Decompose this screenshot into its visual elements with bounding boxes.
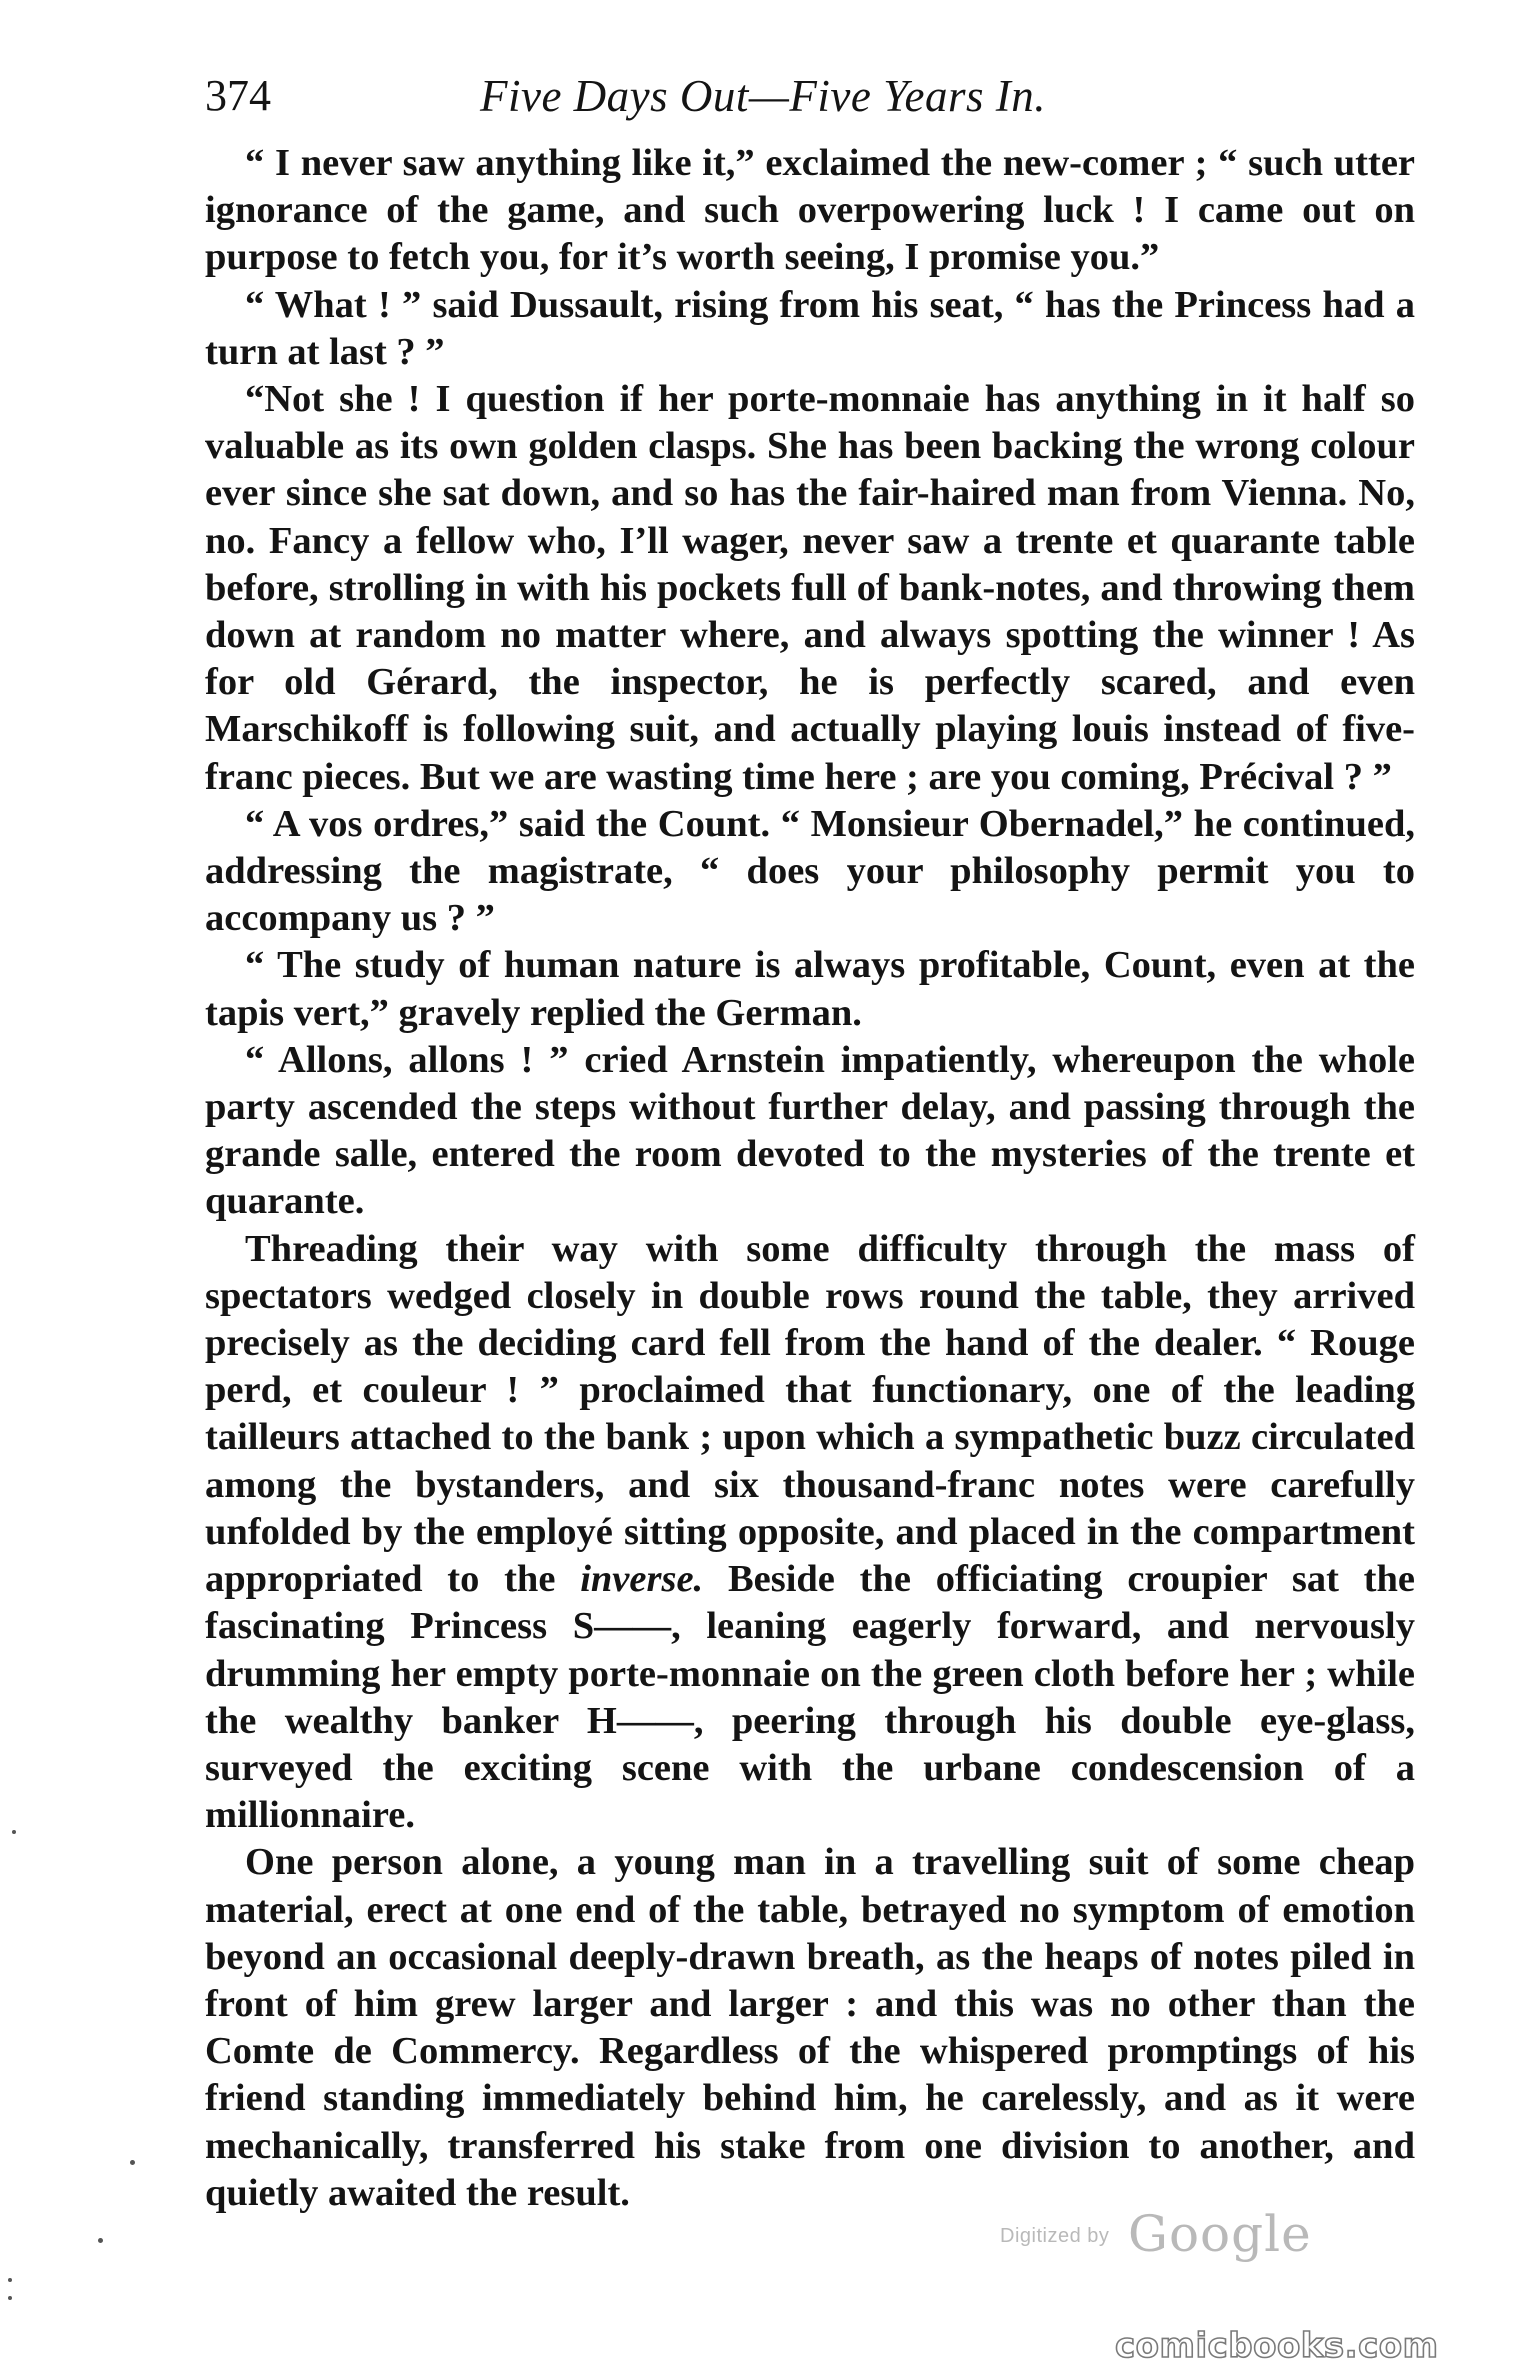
paragraph-4: “ A vos ordres,” said the Count. “ Monsieur Obernadel,” he continued, addressing the magistrate, “ does your philosophy permit you to accompany us ? ”	[205, 802, 1415, 940]
italic-word-inverse: inverse.	[580, 1558, 704, 1601]
paragraph-7-part-2: Beside the officiating croupier sat the fascinating Princess S——, leaning eagerly forward, and nervously drumming her empty porte-monnaie on the green cloth before her ; while the wealthy banker H——, peering through his double eye-glass, surveyed the exciting scene with the urbane condescension of a millionnaire.	[205, 1558, 1415, 1837]
margin-speck	[98, 2238, 103, 2243]
running-head	[205, 66, 1415, 126]
margin-speck	[130, 2160, 135, 2165]
google-logo-text: Google	[1128, 2205, 1312, 2263]
running-title: Five Days Out—Five Years In.	[480, 71, 1046, 121]
paragraph-7	[205, 1226, 1415, 1840]
digitized-by-label: Digitized by	[1000, 2225, 1110, 2247]
margin-speck	[8, 2278, 12, 2282]
paragraph-7-part-1: Threading their way with some difficulty through the mass of spectators wedged closely in double rows round the table, they arrived precisely as the deciding card fell from the hand of the dealer. “ Rouge perd, et couleur ! ” proclaimed that functionary, one of the leading tailleurs attached to the bank ; upon which a sympathetic buzz circulated among the bystanders, and six thousand-franc notes were carefully unfolded by the employé sitting opposite, and placed in the compartment appropriated to the	[205, 1227, 1415, 1601]
paragraph-2: “ What ! ” said Dussault, rising from his seat, “ has the Princess had a turn at last ? ”	[205, 283, 1415, 373]
paragraph-3: “Not she ! I question if her porte-monnaie has anything in it half so valuable as its own golden clasps. She has been backing the wrong colour ever since she sat down, and so has the fair-haired man from Vienna. No, no. Fancy a fellow who, I’ll wager, never saw a trente et quarante table before, strolling in with his pockets full of bank-notes, and throwing them down at random no matter where, and always spotting the winner ! As for old Gérard, the inspector, he is perfectly scared, and even Marschikoff is following suit, and actually playing louis instead of five-franc pieces. But we are wasting time here ; are you coming, Précival ? ”	[205, 378, 1415, 798]
page-number: 374	[205, 71, 271, 120]
site-watermark: comicbooks.com	[1115, 2326, 1439, 2366]
paragraph-6: “ Allons, allons ! ” cried Arnstein impatiently, whereupon the whole party ascended the steps without further delay, and passing through the grande salle, entered the room devoted to the mysteries of the trente et quarante.	[205, 1038, 1415, 1223]
paragraph-8: One person alone, a young man in a travelling suit of some cheap material, erect at one end of the table, betrayed no symptom of emotion beyond an occasional deeply-drawn breath, as the heaps of notes piled in front of him grew larger and larger : and this was no other than the Comte de Commercy. Regardless of the whispered promptings of his friend standing immediately behind him, he carelessly, and as it were mechanically, transferred his stake from one division to another, and quietly awaited the result.	[205, 1841, 1415, 2214]
paragraph-1: “ I never saw anything like it,” exclaimed the new-comer ; “ such utter ignorance of the game, and such overpowering luck ! I came out on purpose to fetch you, for it’s worth seeing, I promise you.”	[205, 142, 1415, 279]
body-text	[205, 140, 1415, 2217]
paragraph-5: “ The study of human nature is always profitable, Count, even at the tapis vert,” gravely replied the German.	[205, 944, 1415, 1034]
margin-speck	[8, 2296, 12, 2300]
margin-speck	[12, 1830, 16, 1834]
google-watermark	[1000, 2205, 1340, 2265]
